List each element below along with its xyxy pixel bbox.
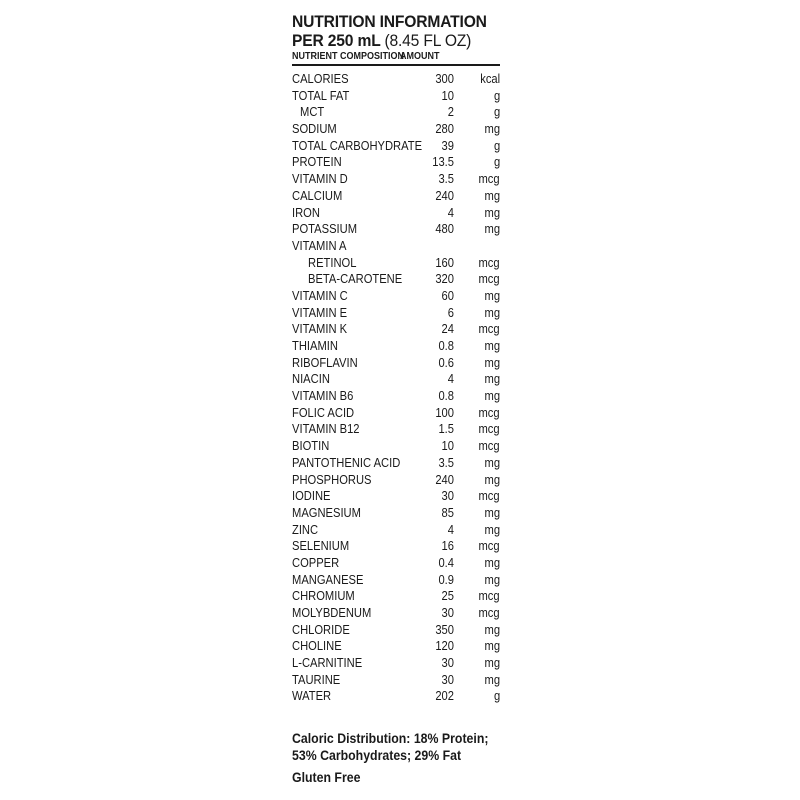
nutrient-row	[292, 321, 516, 338]
nutrient-row	[292, 655, 516, 672]
serving-size	[292, 31, 498, 50]
nutrient-amount: 280	[435, 121, 454, 137]
nutrient-row	[292, 522, 516, 539]
nutrient-row	[292, 71, 516, 88]
nutrient-amount: 240	[435, 187, 454, 203]
nutrient-amount: 30	[441, 655, 454, 671]
nutrient-name: MOLYBDENUM	[292, 605, 372, 620]
nutrient-row	[292, 338, 516, 355]
nutrient-amount: 60	[441, 287, 454, 303]
nutrient-name: RETINOL	[308, 254, 357, 270]
nutrient-name: TOTAL CARBOHYDRATE	[292, 137, 423, 153]
nutrient-name: TAURINE	[292, 671, 341, 687]
nutrient-name: RIBOFLAVIN	[292, 354, 358, 370]
nutrient-amount: 480	[435, 221, 454, 237]
nutrient-table	[292, 71, 516, 705]
nutrient-unit: g	[493, 137, 500, 153]
nutrient-amount: 300	[435, 71, 454, 86]
gluten-free-label: Gluten Free	[292, 769, 361, 785]
nutrient-amount: 16	[441, 538, 454, 554]
nutrient-amount: 320	[435, 271, 454, 287]
nutrient-row	[292, 605, 516, 622]
nutrient-row	[292, 205, 516, 222]
nutrient-name: SELENIUM	[292, 538, 350, 554]
nutrient-row	[292, 555, 516, 572]
nutrient-unit: mg	[484, 454, 500, 470]
nutrient-unit: mg	[484, 521, 500, 537]
header-divider	[292, 64, 500, 66]
nutrient-unit: mg	[484, 671, 500, 687]
nutrient-unit: mg	[484, 554, 500, 570]
nutrient-name: IODINE	[292, 488, 331, 504]
nutrient-row	[292, 405, 516, 422]
nutrient-amount: 13.5	[432, 154, 454, 170]
column-header-amount: AMOUNT	[400, 51, 440, 62]
nutrient-amount: 160	[435, 254, 454, 270]
nutrient-name: NIACIN	[292, 371, 330, 387]
nutrient-unit: mcg	[478, 254, 500, 270]
nutrient-row	[292, 688, 516, 705]
nutrient-unit: mg	[484, 655, 500, 671]
nutrient-unit: mg	[484, 371, 500, 387]
nutrient-name: L-CARNITINE	[292, 655, 363, 671]
caloric-distribution-line2: 53% Carbohydrates; 29% Fat	[292, 747, 462, 763]
nutrient-unit: mg	[484, 388, 500, 404]
nutrient-name: CALCIUM	[292, 187, 343, 203]
nutrient-unit: mg	[484, 187, 500, 203]
nutrient-name: MAGNESIUM	[292, 504, 361, 520]
nutrient-row	[292, 288, 516, 305]
nutrient-row	[292, 371, 516, 388]
nutrient-row	[292, 305, 516, 322]
nutrient-unit: g	[493, 104, 500, 120]
nutrient-amount: 85	[441, 504, 454, 520]
nutrient-row	[292, 421, 516, 438]
nutrient-row	[292, 104, 516, 121]
nutrient-amount: 2	[447, 104, 454, 120]
nutrient-name: COPPER	[292, 554, 340, 570]
serving-size-metric: PER 250 mL	[292, 31, 381, 50]
nutrient-unit: mg	[484, 204, 500, 220]
nutrient-name: PANTOTHENIC ACID	[292, 454, 401, 470]
nutrient-name: POTASSIUM	[292, 221, 358, 237]
nutrient-amount: 0.8	[438, 388, 454, 404]
nutrient-amount: 24	[441, 321, 454, 337]
nutrient-amount: 4	[447, 204, 454, 220]
nutrient-amount: 0.6	[438, 354, 454, 370]
nutrition-panel	[292, 12, 516, 705]
nutrient-name: CHOLINE	[292, 638, 342, 654]
nutrient-name: VITAMIN K	[292, 321, 348, 337]
nutrient-name: VITAMIN B6	[292, 388, 354, 404]
nutrient-row	[292, 638, 516, 655]
nutrient-row	[292, 88, 516, 105]
nutrient-name: CHROMIUM	[292, 588, 355, 604]
nutrient-amount: 0.8	[438, 338, 454, 353]
nutrient-amount: 100	[435, 404, 454, 420]
nutrient-row	[292, 588, 516, 605]
nutrient-name: ZINC	[292, 521, 319, 537]
nutrient-unit: mg	[484, 338, 500, 353]
nutrient-row	[292, 238, 516, 255]
nutrient-row	[292, 154, 516, 171]
nutrient-name: MANGANESE	[292, 571, 364, 587]
nutrient-name: FOLIC ACID	[292, 404, 355, 420]
nutrient-row	[292, 672, 516, 689]
nutrient-row	[292, 505, 516, 522]
nutrient-row	[292, 188, 516, 205]
nutrient-unit: mg	[484, 304, 500, 320]
nutrient-row	[292, 438, 516, 455]
nutrient-unit: g	[493, 154, 500, 170]
nutrient-unit: kcal	[480, 71, 500, 86]
nutrient-unit: mg	[484, 121, 500, 137]
nutrient-name: THIAMIN	[292, 338, 338, 353]
nutrient-amount: 4	[447, 371, 454, 387]
nutrient-name: CHLORIDE	[292, 621, 350, 637]
nutrient-name: SODIUM	[292, 121, 337, 137]
nutrient-name: BIOTIN	[292, 438, 330, 454]
serving-size-imperial: (8.45 FL OZ)	[384, 31, 472, 50]
nutrient-unit: mcg	[478, 404, 500, 420]
nutrient-row	[292, 388, 516, 405]
nutrient-amount: 120	[435, 638, 454, 654]
nutrient-unit: g	[493, 688, 500, 704]
nutrient-unit: mcg	[478, 421, 500, 437]
nutrient-name: PHOSPHORUS	[292, 471, 372, 487]
nutrient-row	[292, 572, 516, 589]
nutrient-name: TOTAL FAT	[292, 87, 350, 103]
nutrient-amount: 6	[447, 304, 454, 320]
nutrient-name: VITAMIN D	[292, 171, 348, 187]
nutrient-unit: mg	[484, 287, 500, 303]
nutrient-amount: 30	[441, 605, 454, 620]
nutrient-amount: 3.5	[438, 171, 454, 187]
nutrient-amount: 25	[441, 588, 454, 604]
nutrient-amount: 10	[441, 87, 454, 103]
nutrient-amount: 3.5	[438, 454, 454, 470]
nutrient-row	[292, 622, 516, 639]
nutrient-unit: mcg	[478, 588, 500, 604]
nutrient-unit: mcg	[478, 171, 500, 187]
nutrient-name: IRON	[292, 204, 320, 220]
caloric-distribution-line1: Caloric Distribution: 18% Protein;	[292, 730, 489, 746]
nutrient-amount: 30	[441, 671, 454, 687]
nutrient-amount: 39	[441, 137, 454, 153]
nutrient-row	[292, 472, 516, 489]
nutrient-name: VITAMIN C	[292, 287, 348, 303]
nutrient-row	[292, 255, 516, 272]
nutrient-row	[292, 538, 516, 555]
nutrient-unit: g	[493, 87, 500, 103]
nutrient-name: VITAMIN B12	[292, 421, 360, 437]
nutrient-amount: 1.5	[438, 421, 454, 437]
nutrient-row	[292, 121, 516, 138]
nutrient-name: CALORIES	[292, 71, 349, 86]
nutrient-name: WATER	[292, 688, 332, 704]
nutrient-row	[292, 355, 516, 372]
nutrient-name: VITAMIN A	[292, 237, 347, 253]
nutrient-row	[292, 171, 516, 188]
nutrient-amount: 30	[441, 488, 454, 504]
column-header-nutrient: NUTRIENT COMPOSITION	[292, 51, 405, 62]
nutrient-unit: mcg	[478, 488, 500, 504]
nutrient-unit: mcg	[478, 538, 500, 554]
nutrient-unit: mg	[484, 471, 500, 487]
nutrient-amount: 202	[435, 688, 454, 704]
nutrient-amount: 0.9	[438, 571, 454, 587]
nutrient-name: VITAMIN E	[292, 304, 348, 320]
nutrient-row	[292, 455, 516, 472]
nutrient-row	[292, 488, 516, 505]
nutrient-amount: 0.4	[438, 554, 454, 570]
nutrient-amount: 350	[435, 621, 454, 637]
nutrient-row	[292, 271, 516, 288]
nutrient-row	[292, 138, 516, 155]
nutrient-name: BETA-CAROTENE	[308, 271, 403, 287]
nutrient-amount: 4	[447, 521, 454, 537]
nutrient-name: MCT	[300, 104, 325, 120]
nutrient-unit: mg	[484, 638, 500, 654]
nutrient-amount: 10	[441, 438, 454, 454]
nutrient-unit: mcg	[478, 271, 500, 287]
nutrient-unit: mcg	[478, 438, 500, 454]
column-headers	[292, 51, 494, 63]
nutrient-name: PROTEIN	[292, 154, 342, 170]
nutrient-unit: mg	[484, 354, 500, 370]
nutrient-unit: mcg	[478, 605, 500, 620]
nutrient-unit: mg	[484, 571, 500, 587]
nutrient-amount: 240	[435, 471, 454, 487]
footer-notes	[292, 730, 552, 786]
nutrient-unit: mcg	[478, 321, 500, 337]
nutrition-title: NUTRITION INFORMATION	[292, 12, 487, 31]
nutrient-row	[292, 221, 516, 238]
nutrient-unit: mg	[484, 504, 500, 520]
nutrient-unit: mg	[484, 621, 500, 637]
nutrient-unit: mg	[484, 221, 500, 237]
